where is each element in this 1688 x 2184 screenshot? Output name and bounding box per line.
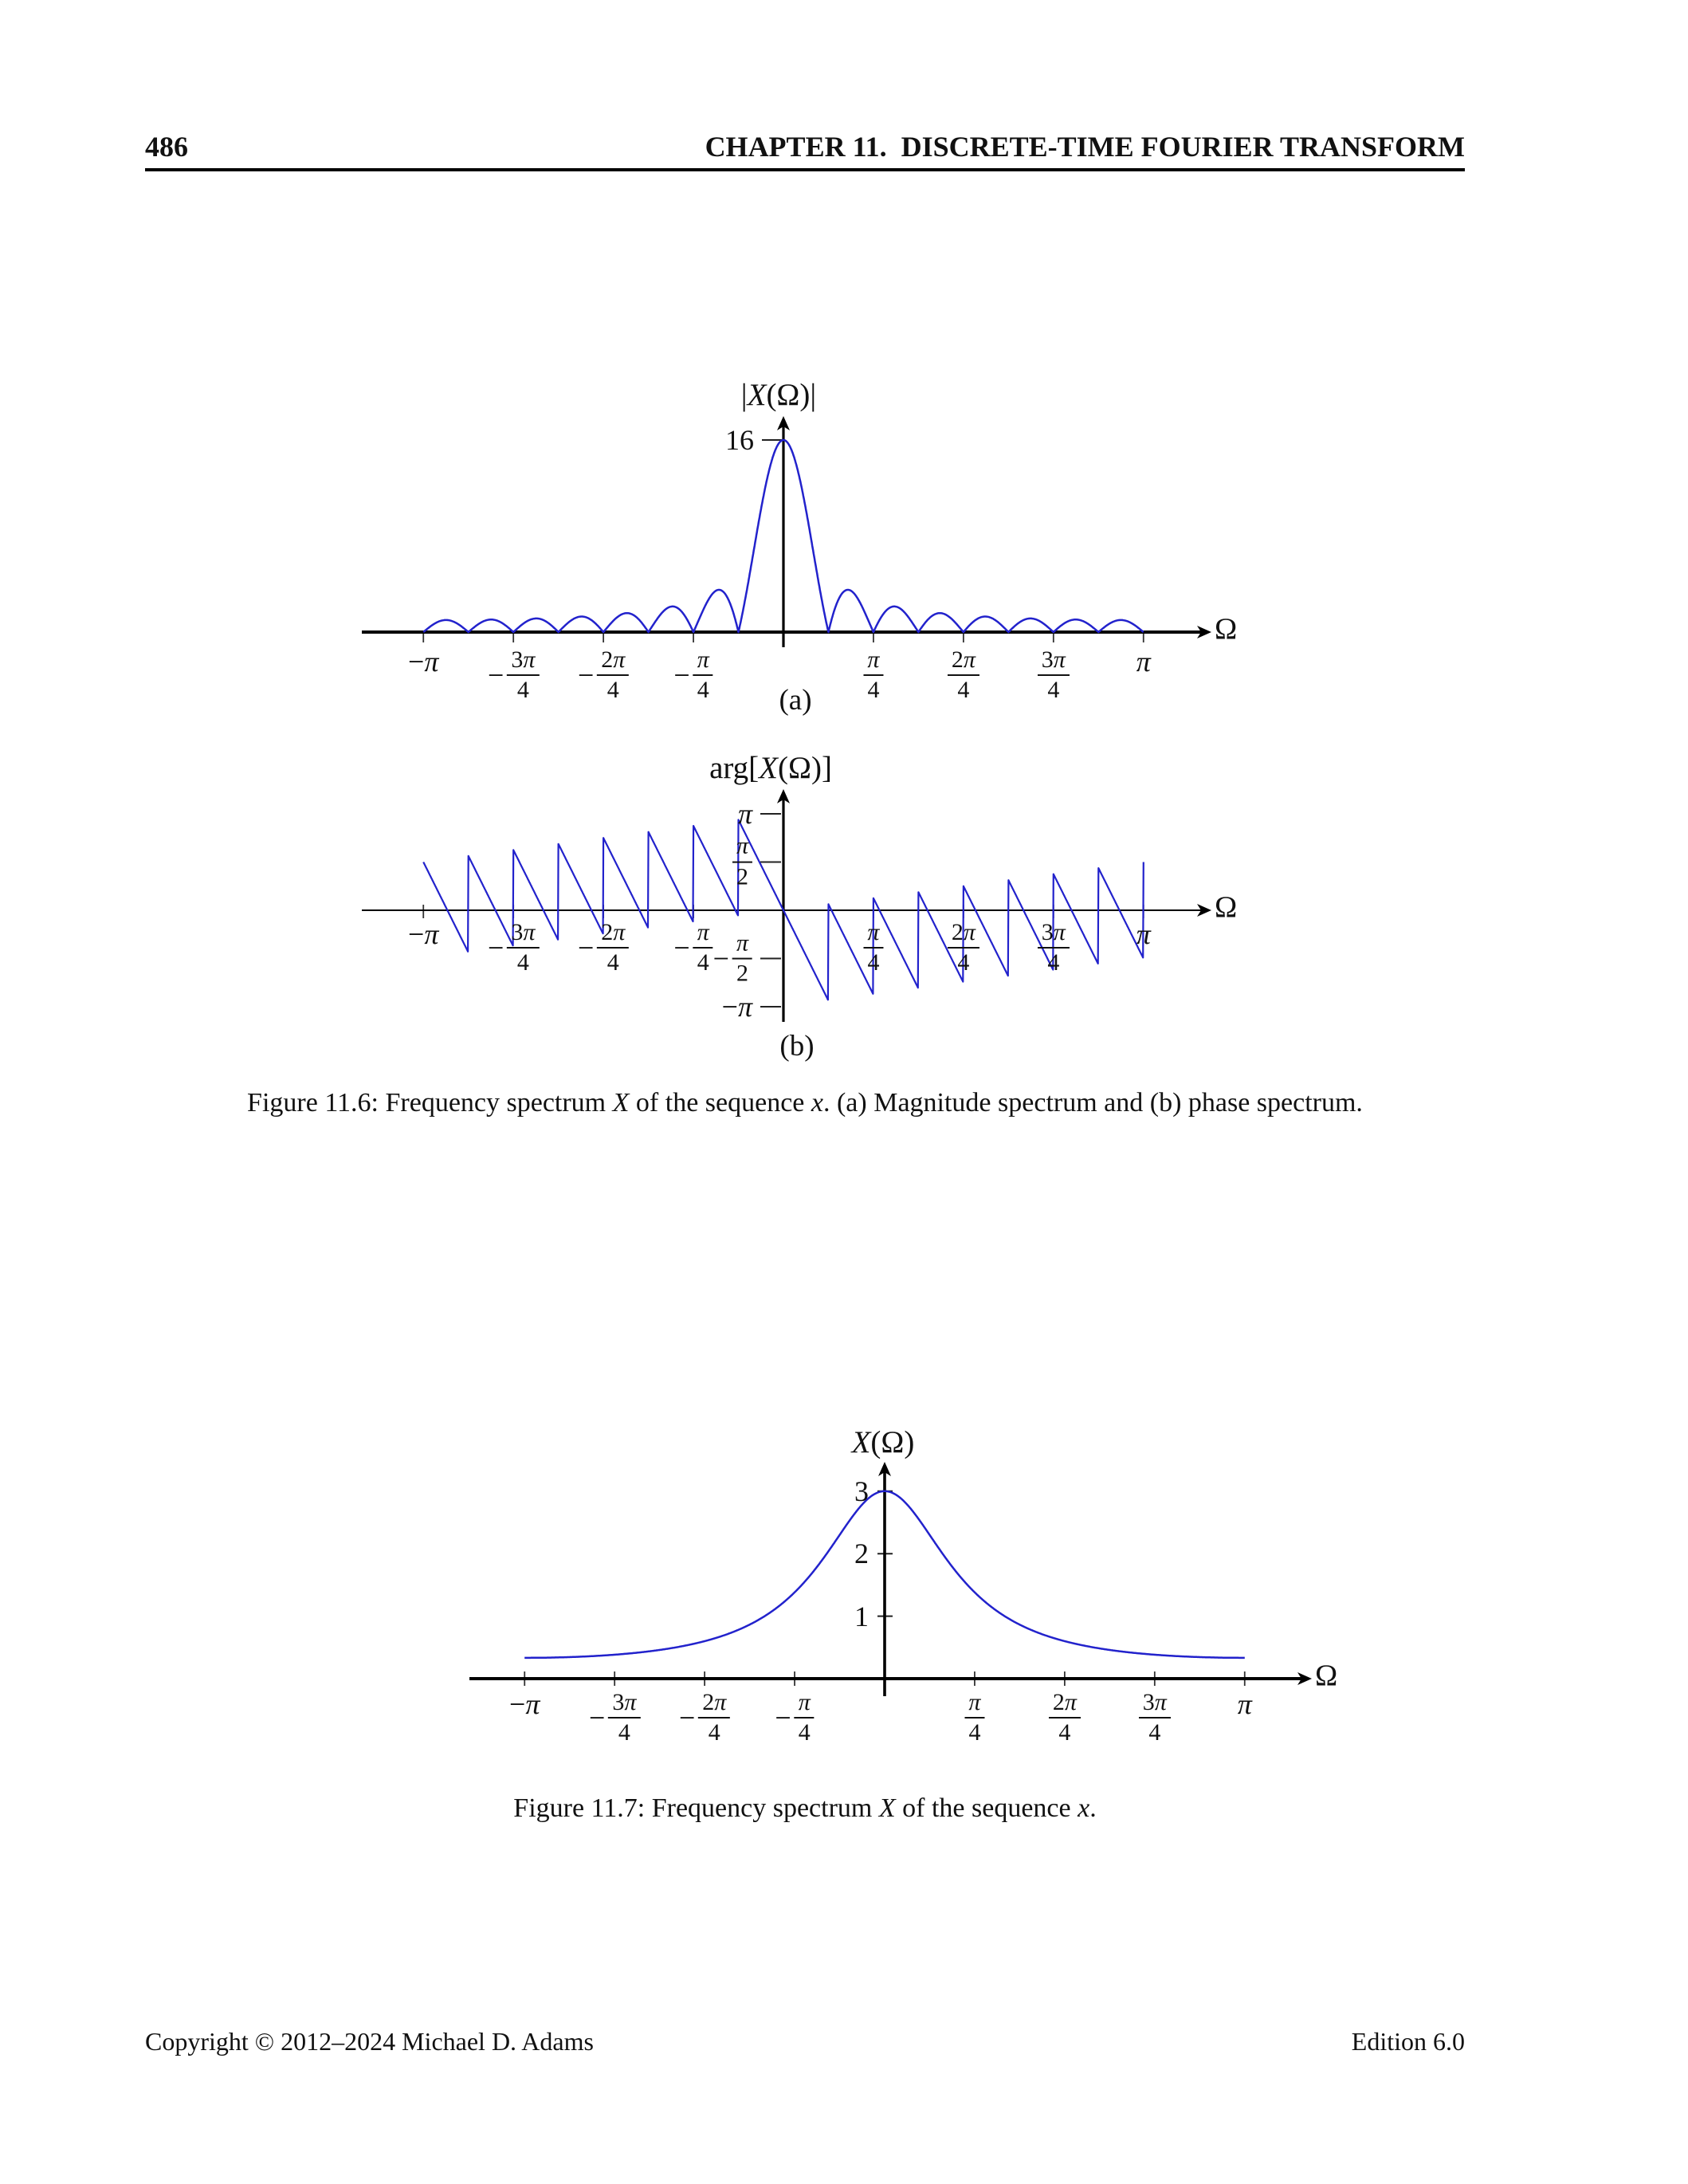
magnitude_spectrum-title: |X(Ω)| xyxy=(740,378,817,412)
x-tick-label: − $\frac{\pi}{4}$ xyxy=(673,647,712,704)
x-tick-label: − $\frac{3\pi}{4}$ xyxy=(488,920,539,976)
x-tick-label: π xyxy=(1237,1688,1252,1720)
x-tick-label: π xyxy=(1136,646,1151,678)
y-tick-label: − π xyxy=(721,991,752,1023)
y-tick-label: 16 xyxy=(725,424,754,457)
edition-label: Edition 6.0 xyxy=(1351,2027,1465,2056)
x-tick-label: − $\frac{2\pi}{4}$ xyxy=(578,920,629,976)
y-tick-label: − $\frac{\pi}{2}$ xyxy=(713,930,752,987)
x-tick-label: − $\frac{\pi}{4}$ xyxy=(673,920,712,976)
x-tick-label: $\frac{2\pi}{4}$ xyxy=(948,647,979,704)
y-tick-label: 1 xyxy=(854,1600,869,1632)
phase_spectrum-title: arg[X(Ω)] xyxy=(709,751,832,785)
x-tick-label: $\frac{2\pi}{4}$ xyxy=(1049,1690,1081,1746)
x-tick-label: − $\frac{\pi}{4}$ xyxy=(775,1690,814,1746)
subfigure-label: (b) xyxy=(779,1030,815,1063)
x-tick-label: $\frac{\pi}{4}$ xyxy=(964,1690,984,1746)
y-tick-label: $\frac{\pi}{2}$ xyxy=(732,834,752,890)
x-tick-label: − π xyxy=(408,918,439,950)
x-tick-label: $\frac{3\pi}{4}$ xyxy=(1038,920,1070,976)
x-tick-label: − $\frac{2\pi}{4}$ xyxy=(578,647,629,704)
x-tick-label: − $\frac{3\pi}{4}$ xyxy=(488,647,539,704)
x-tick-label: $\frac{2\pi}{4}$ xyxy=(948,920,979,976)
x-axis-label: Ω xyxy=(1215,612,1238,646)
spectrum_x-title: X(Ω) xyxy=(851,1425,915,1459)
y-tick-label: 2 xyxy=(854,1538,869,1570)
x-tick-label: − π xyxy=(509,1688,540,1720)
subfigure-label: (a) xyxy=(779,684,812,717)
copyright-notice: Copyright © 2012–2024 Michael D. Adams xyxy=(145,2027,594,2056)
curve-phase_spectrum xyxy=(423,820,1144,1000)
figure-11-6-caption: Figure 11.6: Frequency spectrum X of the sequence x. (a) Magnitude spectrum and (b) phase spectrum. xyxy=(247,1088,1363,1118)
curve-magnitude_spectrum xyxy=(423,440,1144,632)
x-tick-label: $\frac{\pi}{4}$ xyxy=(863,920,883,976)
y-axis-arrow xyxy=(777,789,790,803)
y-tick-label: 3 xyxy=(854,1475,869,1507)
x-axis-label: Ω xyxy=(1315,1659,1338,1693)
y-axis-arrow xyxy=(777,416,790,430)
header-rule xyxy=(145,168,1465,171)
figure-11-7-caption: Figure 11.7: Frequency spectrum X of the sequence x. xyxy=(513,1793,1097,1823)
x-axis-arrow xyxy=(1197,904,1211,917)
x-axis-label: Ω xyxy=(1215,890,1238,925)
x-tick-label: − π xyxy=(408,646,439,678)
y-tick-label: π xyxy=(737,797,752,830)
x-tick-label: $\frac{3\pi}{4}$ xyxy=(1038,647,1070,704)
x-axis-arrow xyxy=(1197,626,1211,638)
chapter-header: CHAPTER 11. DISCRETE-TIME FOURIER TRANSFORM xyxy=(705,131,1465,163)
x-axis-arrow xyxy=(1297,1672,1312,1685)
x-tick-label: − $\frac{3\pi}{4}$ xyxy=(589,1690,640,1746)
curve-spectrum_x xyxy=(524,1491,1245,1658)
x-tick-label: $\frac{3\pi}{4}$ xyxy=(1139,1690,1171,1746)
x-tick-label: − $\frac{2\pi}{4}$ xyxy=(679,1690,730,1746)
y-axis-arrow xyxy=(878,1462,891,1476)
x-tick-label: π xyxy=(1136,918,1151,950)
x-tick-label: $\frac{\pi}{4}$ xyxy=(863,647,883,704)
page-number: 486 xyxy=(145,131,188,163)
